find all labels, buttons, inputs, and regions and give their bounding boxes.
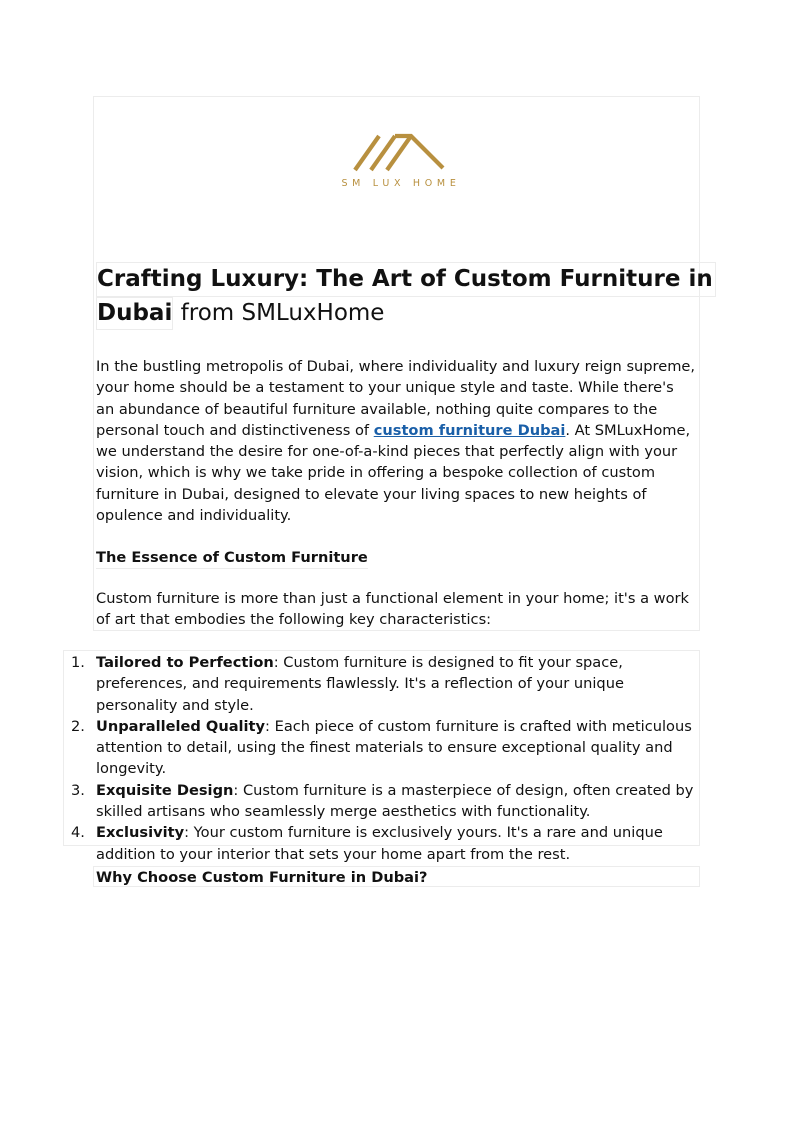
- roof-lines-logo-icon: [350, 130, 448, 172]
- essence-paragraph: Custom furniture is more than just a functional element in your home; it's a work of art that embodies the following key characteristics:: [96, 590, 689, 629]
- list-item-text: : Custom furniture is a masterpiece of design, often created by skilled artisans who seamlessly merge aesthetics with functionality.: [96, 781, 694, 821]
- page-title: [96, 262, 713, 330]
- custom-furniture-dubai-link[interactable]: custom furniture Dubai: [373, 421, 566, 439]
- title-suffix: from SMLuxHome: [173, 300, 385, 326]
- list-item-title: Tailored to Perfection: [96, 654, 274, 671]
- logo-wordmark: SM LUX HOME: [341, 178, 461, 189]
- list-item-title: Unparalleled Quality: [96, 717, 266, 735]
- list-item: [64, 822, 698, 865]
- list-item-text: : Each piece of custom furniture is crafted with meticulous attention to detail, using the finest materials to ensure exceptional quality and longevity.: [96, 717, 692, 778]
- list-item-text: : Custom furniture is designed to fit your space, preferences, and requirements flawlessly. It's a reflection of your unique personality and style.: [96, 654, 624, 714]
- why-heading: Why Choose Custom Furniture in Dubai?: [96, 869, 428, 886]
- intro-paragraph: [96, 356, 696, 526]
- list-number: 2.: [71, 717, 85, 735]
- list-item-title: Exclusivity: [96, 824, 185, 842]
- brand-logo: [336, 130, 462, 189]
- list-number: 4.: [71, 824, 85, 842]
- list-number: 3.: [71, 781, 85, 799]
- title-dubai: Dubai: [96, 297, 173, 330]
- list-number: 1.: [71, 654, 85, 671]
- title-line-2: [96, 297, 696, 330]
- list-item: [64, 780, 698, 823]
- title-line-1: Crafting Luxury: The Art of Custom Furniture in: [96, 262, 716, 297]
- list-item: [64, 652, 698, 716]
- intro-text-after: . At SMLuxHome, we understand the desire for one-of-a-kind pieces that perfectly align with your vision, which is why we take pride in offering a bespoke collection of custom furniture in Dubai, designed to elevate your living spaces to new heights of opulence and individuality.: [96, 421, 691, 525]
- list-item-title: Exquisite Design: [96, 781, 234, 799]
- essence-heading: The Essence of Custom Furniture: [96, 547, 368, 569]
- intro-text-before: In the bustling metropolis of Dubai, where individuality and luxury reign supreme, your home should be a testament to your unique style and taste. While there's an abundance of beautiful furniture available, nothing quite compares to the personal touch and distinctiveness of: [96, 358, 696, 439]
- list-item-text: : Your custom furniture is exclusively yours. It's a rare and unique addition to your interior that sets your home apart from the rest.: [96, 824, 663, 863]
- characteristics-list: [64, 652, 698, 865]
- list-item: [64, 716, 698, 780]
